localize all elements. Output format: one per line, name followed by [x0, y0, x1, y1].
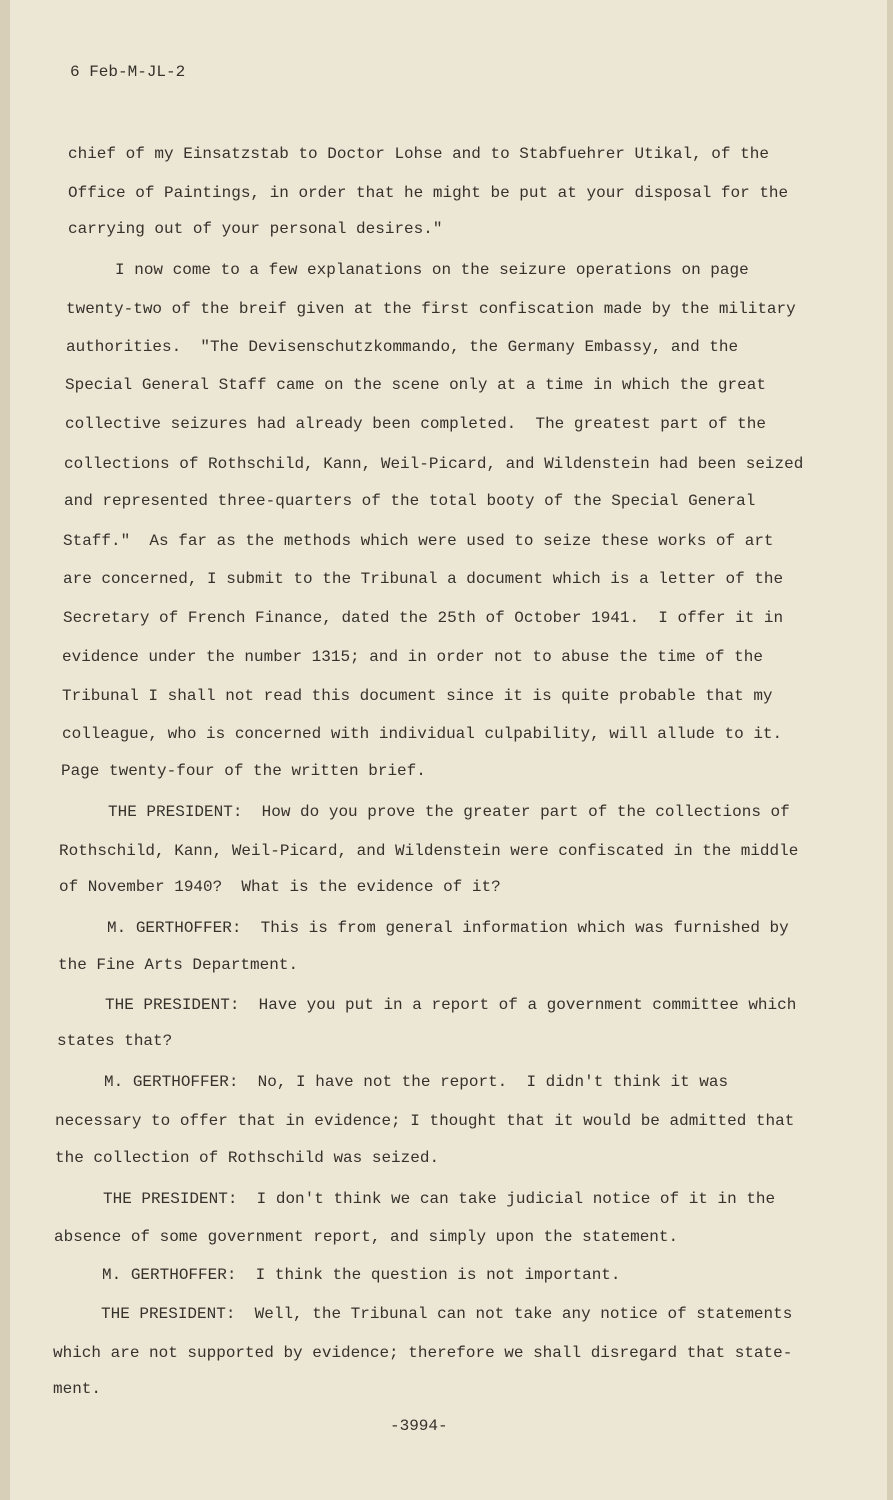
body-line: Page twenty-four of the written brief. [61, 762, 426, 780]
body-line: collections of Rothschild, Kann, Weil-Picard, and Wildenstein had been seized [64, 455, 804, 473]
body-line: THE PRESIDENT: Have you put in a report of a government committee which [57, 996, 797, 1014]
page-number: -3994- [390, 1417, 448, 1435]
body-line: M. GERTHOFFER: No, I have not the report. I didn't think it was [56, 1073, 729, 1091]
body-line: the collection of Rothschild was seized. [55, 1149, 440, 1167]
document-reference: 6 Feb-M-JL-2 [70, 63, 186, 81]
body-line: Office of Paintings, in order that he might be put at your disposal for the [68, 184, 789, 202]
body-line: I now come to a few explanations on the seizure operations on page [67, 261, 749, 279]
body-line: THE PRESIDENT: How do you prove the greater part of the collections of [60, 803, 790, 821]
body-line: Tribunal I shall not read this document since it is quite probable that my [62, 687, 773, 705]
body-line: evidence under the number 1315; and in order not to abuse the time of the [62, 648, 763, 666]
body-line: states that? [57, 1032, 173, 1050]
body-line: chief of my Einsatzstab to Doctor Lohse and to Stabfuehrer Utikal, of the [68, 145, 769, 163]
body-line: and represented three-quarters of the total booty of the Special General [64, 492, 756, 510]
body-line: carrying out of your personal desires." [68, 220, 443, 238]
body-line: ment. [53, 1380, 102, 1398]
body-line: absence of some government report, and simply upon the statement. [54, 1228, 679, 1246]
body-line: collective seizures had already been completed. The greatest part of the [65, 415, 766, 433]
body-line: Special General Staff came on the scene only at a time in which the great [65, 376, 766, 394]
body-line: which are not supported by evidence; therefore we shall disregard that state- [53, 1344, 793, 1362]
body-line: colleague, who is concerned with individual culpability, will allude to it. [62, 725, 783, 743]
body-line: the Fine Arts Department. [58, 956, 299, 974]
body-line: are concerned, I submit to the Tribunal a document which is a letter of the [63, 570, 784, 588]
document-body [10, 0, 893, 1500]
body-line: twenty-two of the breif given at the first confiscation made by the military [66, 300, 796, 318]
body-line: necessary to offer that in evidence; I thought that it would be admitted that [55, 1112, 795, 1130]
body-line: THE PRESIDENT: Well, the Tribunal can not take any notice of statements [53, 1305, 793, 1323]
body-line: M. GERTHOFFER: This is from general information which was furnished by [59, 919, 789, 937]
body-line: THE PRESIDENT: I don't think we can take judicial notice of it in the [55, 1190, 776, 1208]
body-line: Secretary of French Finance, dated the 25th of October 1941. I offer it in [63, 609, 784, 627]
body-line: Rothschild, Kann, Weil-Picard, and Wildenstein were confiscated in the middle [59, 842, 799, 860]
body-line: M. GERTHOFFER: I think the question is not important. [54, 1266, 621, 1284]
body-line: Staff." As far as the methods which were used to seize these works of art [63, 532, 774, 550]
body-line: authorities. "The Devisenschutzkommando, the Germany Embassy, and the [66, 338, 739, 356]
body-line: of November 1940? What is the evidence of it? [59, 878, 501, 896]
